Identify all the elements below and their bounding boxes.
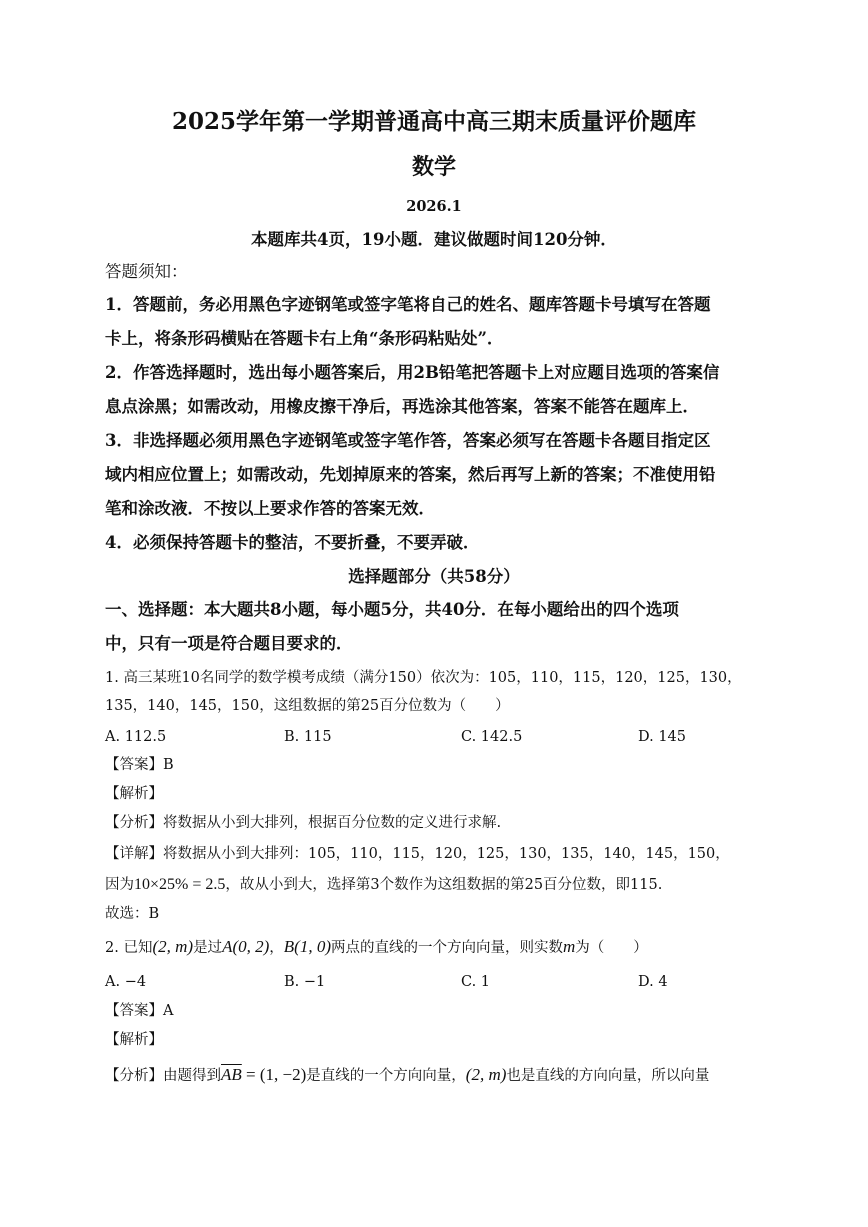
q2-variable: m (563, 937, 576, 956)
q2-vector-2m: (2, m) (465, 1065, 507, 1084)
notice-item-3-cont: 域内相应位置上；如需改动，先划掉原来的答案，然后再写上新的答案；不准使用铅 (105, 465, 716, 484)
notice-item-2: 2．作答选择题时，选出每小题答案后，用2B铅笔把答题卡上对应题目选项的答案信 (105, 363, 720, 382)
q2-fenxi (105, 1066, 709, 1084)
q2-option-d: D. 4 (638, 974, 668, 990)
q1-option-c: C. 142.5 (461, 729, 523, 745)
q1-stem-cont: 135，140，145，150，这组数据的第25百分位数为（ ） (105, 698, 510, 714)
page-title: 2025学年第一学期普通高中高三期末质量评价题库 (171, 108, 696, 135)
q2-option-c: C. 1 (461, 974, 491, 990)
q2-fenxi-pre: 【分析】由题得到 (105, 1068, 221, 1084)
q1-calculation (105, 877, 662, 893)
q2-stem (105, 938, 648, 956)
q1-calc-pre: 因为 (105, 877, 134, 893)
q1-xiangjie: 【详解】将数据从小到大排列：105，110，115，120，125，130，135，140，145，150， (105, 846, 730, 862)
notice-item-3: 3．非选择题必须用黑色字迹钢笔或签字笔作答，答案必须写在答题卡各题目指定区 (105, 431, 711, 450)
q2-point-b: B(1, 0) (283, 937, 331, 956)
q2-point-a: A(0, 2) (222, 937, 270, 956)
q2-option-a: A. −4 (105, 974, 147, 990)
section-intro: 一、选择题：本大题共8小题，每小题5分，共40分．在每小题给出的四个选项 (105, 600, 679, 619)
section-intro-cont: 中，只有一项是符合题目要求的． (105, 634, 353, 653)
q1-option-a: A. 112.5 (105, 729, 167, 745)
q1-choice: 故选：B (105, 906, 160, 922)
exam-info: 本题库共4页，19小题．建议做题时间120分钟． (251, 230, 617, 249)
q2-answer: 【答案】A (105, 1003, 174, 1019)
q2-stem-mid3: 两点的直线的一个方向向量，则实数 (331, 940, 563, 956)
q2-stem-post: 为（ ） (575, 940, 648, 956)
q2-stem-pre: 2. 已知 (105, 940, 153, 956)
notice-item-1: 1．答题前，务必用黑色字迹钢笔或签字笔将自己的姓名、题库答题卡号填写在答题 (105, 295, 711, 314)
notice-item-4: 4．必须保持答题卡的整洁，不要折叠，不要弄破． (105, 533, 480, 552)
notice-heading: 答题须知： (105, 262, 188, 281)
section-title: 选择题部分（共58分） (348, 567, 520, 586)
q1-option-d: D. 145 (638, 729, 687, 745)
q1-answer: 【答案】B (105, 757, 174, 773)
q2-vector: (2, m) (152, 937, 194, 956)
exam-date: 2026.1 (406, 198, 462, 215)
notice-item-1-cont: 卡上，将条形码横贴在答题卡右上角“条形码粘贴处”． (105, 329, 504, 348)
q2-analysis-label: 【解析】 (105, 1032, 163, 1048)
notice-item-3-cont2: 笔和涂改液．不按以上要求作答的答案无效． (105, 499, 435, 518)
q2-fenxi-post: 也是直线的方向向量，所以向量 (506, 1068, 710, 1084)
q1-stem: 1. 高三某班10名同学的数学模考成绩（满分150）依次为：105，110，115，120，125，130， (105, 670, 742, 686)
q1-option-b: B. 115 (284, 729, 332, 745)
q2-vector-ab: $\overline{AB}$ (221, 1065, 242, 1084)
subject-title: 数学 (411, 154, 456, 180)
q2-stem-mid2: ， (269, 940, 284, 956)
q1-calc-post: ，故从小到大，选择第3个数作为这组数据的第25百分位数，即115. (225, 877, 663, 893)
notice-item-2-cont: 息点涂黑；如需改动，用橡皮擦干净后，再选涂其他答案，答案不能答在题库上． (105, 397, 699, 416)
q1-fenxi: 【分析】将数据从小到大排列，根据百分位数的定义进行求解. (105, 815, 502, 831)
q1-analysis-label: 【解析】 (105, 786, 163, 802)
q2-option-b: B. −1 (284, 974, 326, 990)
q2-fenxi-mid: 是直线的一个方向向量， (306, 1068, 466, 1084)
q2-stem-mid1: 是过 (193, 940, 223, 956)
q1-calc-expr: 10×25% = 2.5 (134, 876, 226, 893)
q2-vector-ab-value: = (1, −2) (241, 1065, 307, 1084)
